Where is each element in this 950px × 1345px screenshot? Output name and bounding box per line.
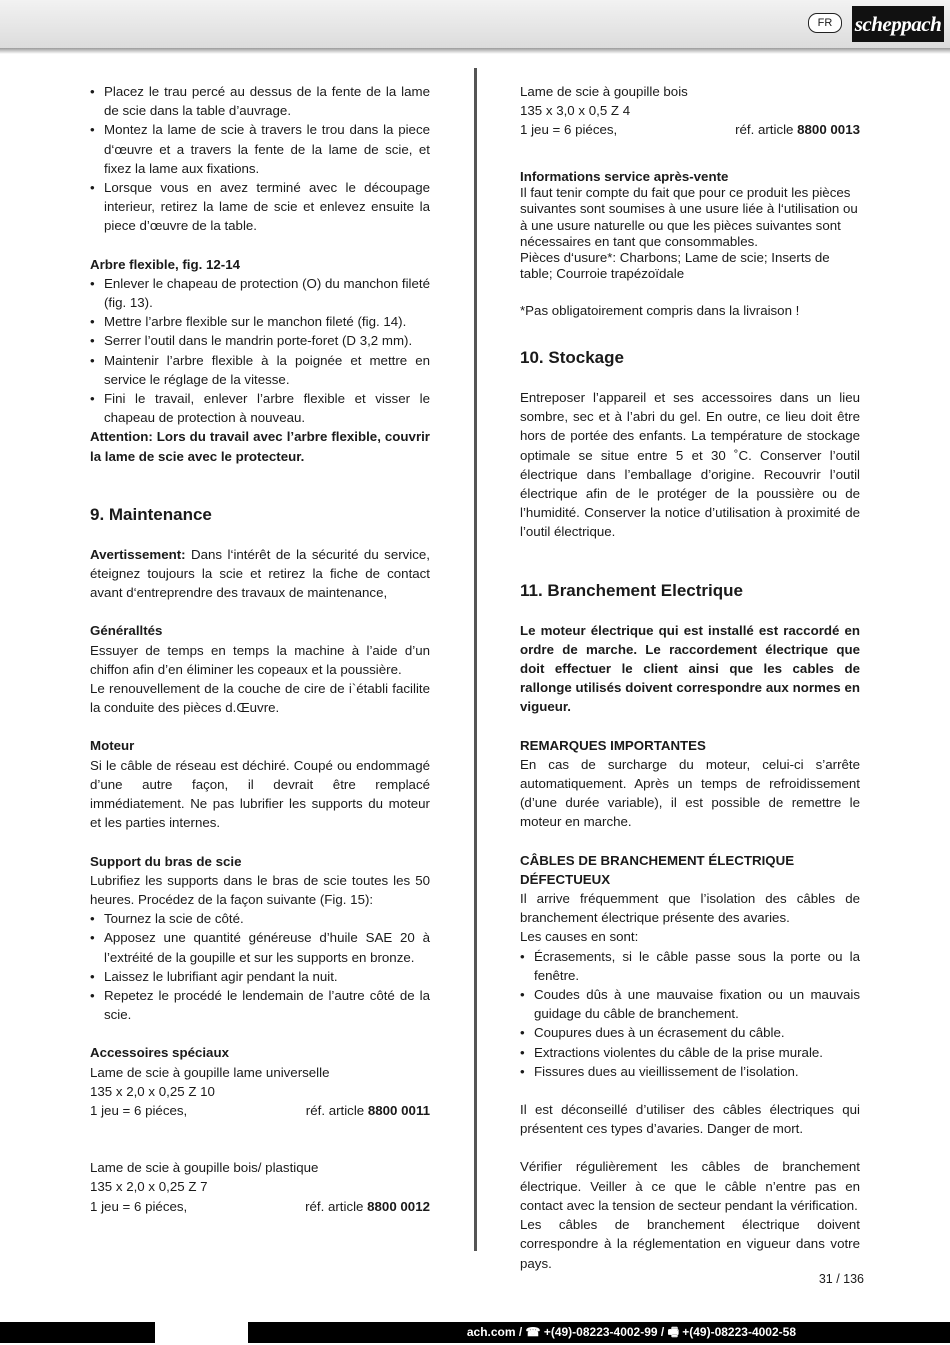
section-subtitle-remarques: REMARQUES IMPORTANTES (520, 737, 706, 753)
paragraph: Vérifier régulièrement les câbles de branchement électrique. Veiller à ce que le câble n’entre pas en contact avec la tension de secteur pendant la vérification. (520, 1159, 860, 1213)
section-subtitle-moteur: Moteur (90, 738, 135, 754)
paragraph: Il est déconseillé d’utiliser des câbles électriques qui présentent ces types d’avaries. Danger de mort. (520, 1102, 860, 1137)
list-item: • Enlever le chapeau de protection (O) du manchon fileté (fig. 13). (90, 274, 430, 312)
section-heading-maintenance: 9. Maintenance (90, 504, 212, 524)
section-subtitle-support: Support du bras de scie (90, 853, 242, 869)
accessory-spec: 135 x 2,0 x 0,25 Z 10 (90, 1083, 215, 1099)
warning-text: Dans l‘intérêt de la sécurité du service, éteignez toujours la scie et retirez la fiche de contact avant d‘entreprendre des travaux de maintenance, (90, 546, 430, 601)
paragraph: Essuyer de temps en temps la machine à l’aide d’un chiffon afin d’en éliminer les copeaux et la poussière. (90, 642, 430, 677)
footer-contact: ach.com / ☎ +(49)-08223-4002-99 / 🖷 +(49)-08223-4002-58 (466, 1325, 796, 1339)
language-badge: FR (808, 13, 842, 33)
attention-note: Attention: Lors du travail avec l’arbre flexible, couvrir la lame de scie avec le protecteur. (90, 429, 430, 464)
footer-gap (155, 1322, 248, 1343)
scheppach-logo: scheppach (852, 6, 944, 42)
accessory-spec: 135 x 3,0 x 0,5 Z 4 (520, 103, 631, 119)
paragraph: Le renouvellement de la couche de cire de i`établi facilite la conduite des pièces d.Œuvre. (90, 681, 430, 716)
accessory-order-row (90, 1101, 430, 1120)
bullet-list-arbre (90, 274, 430, 428)
section-heading-stockage: 10. Stockage (520, 347, 624, 367)
accessory-qty: 1 jeu = 6 piéces, (520, 122, 618, 138)
list-item: • Extractions violentes du câble de la prise murale. (520, 1043, 860, 1062)
section-heading-branchement: 11. Branchement Electrique (520, 580, 743, 600)
paragraph: Il faut tenir compte du fait que pour ce produit les pièces suivantes sont soumises à une usure liée à l‘utilisation ou à une usure naturelle ou que les pièces suivantes sont nécessaires en tant que consommables. (520, 184, 858, 249)
accessory-ref: réf. article 8800 0011 (305, 1102, 430, 1118)
accessory-qty: 1 jeu = 6 piéces, (90, 1102, 188, 1118)
warning-label: Avertissement: (90, 546, 186, 562)
footnote: *Pas obligatoirement compris dans la livraison ! (520, 302, 800, 318)
list-item: • Coudes dûs à une mauvaise fixation ou un mauvais guidage du câble de branchement. (520, 985, 860, 1023)
left-column (90, 82, 430, 1216)
list-item: • Maintenir l’arbre flexible à la poignée et mettre en service le réglage de la vitesse. (90, 351, 430, 389)
header-shadow (0, 48, 950, 54)
accessory-spec: 135 x 2,0 x 0,25 Z 7 (90, 1179, 208, 1195)
accessory-order-row (520, 120, 860, 139)
accessory-order-row (90, 1197, 430, 1216)
section-subtitle-cables: CÂBLES DE BRANCHEMENT ÉLECTRIQUE DÉFECTUEUX (520, 852, 795, 887)
list-item: • Tournez la scie de côté. (90, 909, 430, 928)
list-item: • Écrasements, si le câble passe sous la porte ou la fenêtre. (520, 947, 860, 985)
column-divider (474, 68, 477, 1251)
accessory-ref: réf. article 8800 0012 (305, 1198, 430, 1214)
right-column (520, 82, 860, 1273)
list-item: • Apposez une quantité généreuse d’huile SAE 20 à l’extréité de la goupille et sur les supports en bronze. (90, 928, 430, 966)
paragraph-bold: Le moteur électrique qui est installé est raccordé en ordre de marche. Le raccordement électrique que doit effectuer le client ainsi que les cables de rallonge utilisés doivent correspondre aux normes en vigueur. (520, 622, 860, 715)
bullet-list-top (90, 82, 430, 236)
list-item: • Coupures dues à un écrasement du câble. (520, 1023, 860, 1042)
section-subtitle-service: Informations service après-vente (520, 168, 729, 184)
list-item: • Laissez le lubrifiant agir pendant la nuit. (90, 967, 430, 986)
page-header (0, 0, 950, 48)
list-item: • Fissures dues au vieillissement de l’isolation. (520, 1062, 860, 1081)
paragraph: Si le câble de réseau est déchiré. Coupé ou endommagé d’une autre façon, il devrait être remplacé immédiatement. Ne pas lubrifier les supports du moteur et les parties internes. (90, 757, 430, 831)
paragraph: Lubrifiez les supports dans le bras de scie toutes les 50 heures. Procédez de la façon suivante (Fig. 15): (90, 872, 430, 907)
bullet-list-support (90, 909, 430, 1024)
list-item: • Mettre l’arbre flexible sur le manchon fileté (fig. 14). (90, 312, 430, 331)
section-subtitle-arbre: Arbre flexible, fig. 12-14 (90, 256, 241, 272)
paragraph: Les causes en sont: (520, 929, 639, 945)
warning-paragraph (90, 545, 430, 603)
accessory-name: Lame de scie à goupille bois/ plastique (90, 1160, 319, 1176)
section-subtitle-general: Généralltés (90, 623, 163, 639)
list-item: • Fini le travail, enlever l’arbre flexible et visser le chapeau de protection à nouveau. (90, 389, 430, 427)
accessory-ref: réf. article 8800 0013 (735, 122, 860, 138)
paragraph: Entreposer l’appareil et ses accessoires dans un lieu sombre, sec et à l’abri du gel. En outre, ce lieu doit être hors de portée des enfants. La température de stockage optimale se situe entre 5 et 30 ˚C. Conserver l’outil électrique dans l’emballage d’origine. Recouvrir l’outil électrique afin de le protéger de la poussière ou de l’humidité. Conserver la notice d’utilisation à proximité de l’outil électrique. (520, 389, 860, 540)
bullet-list-causes (520, 947, 860, 1081)
accessory-name: Lame de scie à goupille bois (520, 84, 688, 99)
list-item: • Lorsque vous en avez terminé avec le découpage interieur, retirez la lame de scie et enlevez ensuite la piece d’œuvre de la table. (90, 178, 430, 236)
list-item: • Repetez le procédé le lendemain de l’autre côté de la scie. (90, 986, 430, 1024)
page-number: 31 / 136 (818, 1272, 864, 1286)
paragraph: Pièces d‘usure*: Charbons; Lame de scie; Inserts de table; Courroie trapézoïdale (520, 250, 830, 282)
paragraph: Il arrive fréquemment que l’isolation des câbles de branchement électrique présente des avaries. (520, 891, 860, 926)
accessory-name: Lame de scie à goupille lame universelle (90, 1064, 330, 1080)
list-item: • Placez le trau percé au dessus de la fente de la lame de scie dans la table d’auvrage. (90, 82, 430, 120)
list-item: • Serrer l’outil dans le mandrin porte-foret (D 3,2 mm). (90, 331, 430, 350)
paragraph: Les câbles de branchement électrique doivent correspondre à la réglementation en vigueur dans votre pays. (520, 1217, 860, 1271)
section-subtitle-accessoires: Accessoires spéciaux (90, 1045, 229, 1061)
list-item: • Montez la lame de scie à travers le trou dans la piece d‘œuvre et a travers la fente de la lame de scie, et fixez la lame aux fixations. (90, 120, 430, 178)
paragraph: En cas de surcharge du moteur, celui-ci s’arrête automatiquement. Après un temps de refroidissement (d’une durée variable), il est possible de remettre le moteur en marche. (520, 756, 860, 830)
accessory-qty: 1 jeu = 6 piéces, (90, 1198, 188, 1214)
